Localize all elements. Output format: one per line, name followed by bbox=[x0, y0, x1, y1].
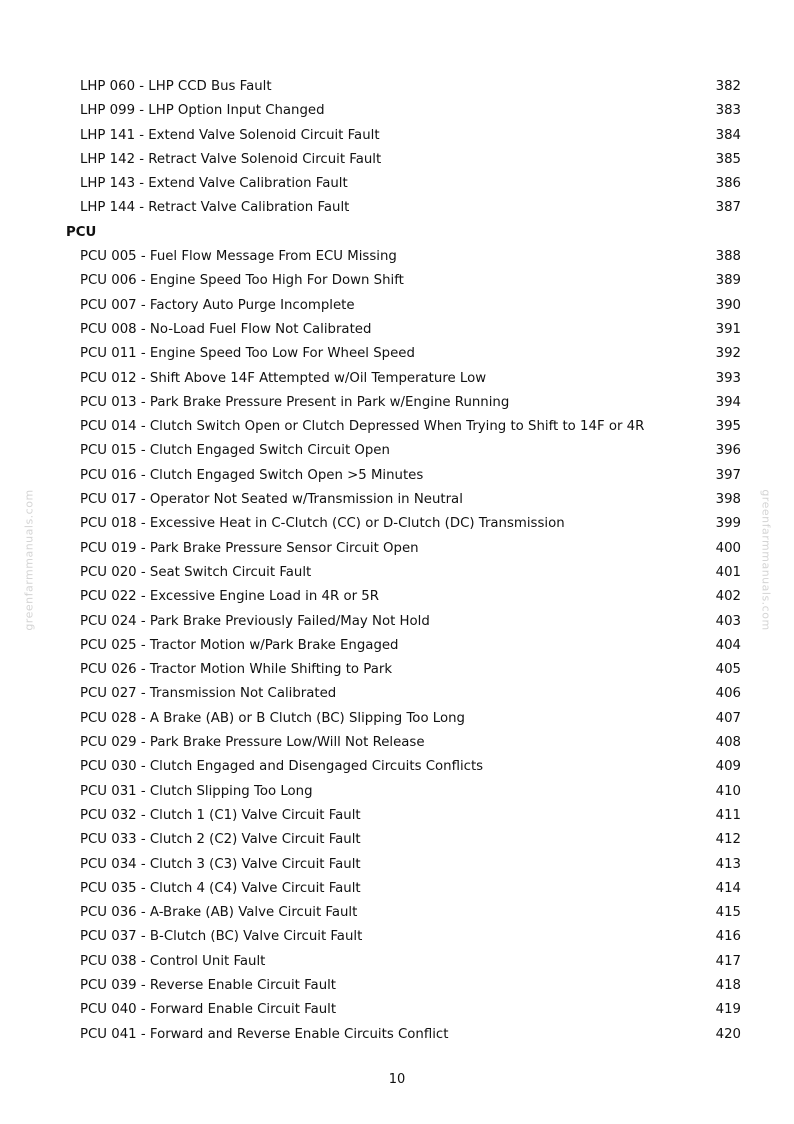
toc-entry bbox=[0, 998, 794, 1022]
toc-entry bbox=[0, 245, 794, 269]
toc-entry bbox=[0, 682, 794, 706]
entry-page-number: 391 bbox=[715, 321, 741, 337]
entry-page-number: 389 bbox=[715, 273, 741, 289]
entry-title: LHP 142 - Retract Valve Solenoid Circuit Fault bbox=[80, 151, 382, 167]
toc-entry bbox=[0, 318, 794, 342]
entry-page-number: 394 bbox=[715, 394, 741, 410]
entry-page-number: 401 bbox=[715, 564, 741, 580]
entry-page-number: 408 bbox=[715, 735, 741, 751]
entry-title: PCU 006 - Engine Speed Too High For Down Shift bbox=[80, 273, 404, 289]
entry-page-number: 396 bbox=[715, 443, 741, 459]
entry-page-number: 407 bbox=[715, 710, 741, 726]
entry-title: PCU 038 - Control Unit Fault bbox=[80, 953, 266, 969]
table-of-contents bbox=[0, 75, 794, 1047]
entry-page-number: 412 bbox=[715, 832, 741, 848]
entry-title: PCU 041 - Forward and Reverse Enable Circuits Conflict bbox=[80, 1026, 449, 1042]
toc-entry bbox=[0, 731, 794, 755]
toc-entry bbox=[0, 172, 794, 196]
entry-title: PCU 017 - Operator Not Seated w/Transmission in Neutral bbox=[80, 492, 463, 508]
toc-entry bbox=[0, 75, 794, 99]
entry-title: PCU 015 - Clutch Engaged Switch Circuit Open bbox=[80, 443, 390, 459]
entry-page-number: 403 bbox=[715, 613, 741, 629]
entry-title: PCU 040 - Forward Enable Circuit Fault bbox=[80, 1002, 337, 1018]
entry-page-number: 416 bbox=[715, 929, 741, 945]
entry-page-number: 392 bbox=[715, 346, 741, 362]
toc-entry bbox=[0, 294, 794, 318]
entry-title: PCU 008 - No-Load Fuel Flow Not Calibrated bbox=[80, 321, 372, 337]
entry-page-number: 419 bbox=[715, 1002, 741, 1018]
toc-entry bbox=[0, 342, 794, 366]
entry-title: PCU 028 - A Brake (AB) or B Clutch (BC) Slipping Too Long bbox=[80, 710, 465, 726]
entry-title: PCU 013 - Park Brake Pressure Present in Park w/Engine Running bbox=[80, 394, 510, 410]
entry-page-number: 404 bbox=[715, 637, 741, 653]
toc-entry bbox=[0, 464, 794, 488]
entry-page-number: 383 bbox=[715, 103, 741, 119]
entry-page-number: 385 bbox=[715, 151, 741, 167]
entry-title: PCU 037 - B-Clutch (BC) Valve Circuit Fault bbox=[80, 929, 363, 945]
entry-title: LHP 144 - Retract Valve Calibration Fault bbox=[80, 200, 350, 216]
entry-title: PCU 007 - Factory Auto Purge Incomplete bbox=[80, 297, 355, 313]
entry-title: PCU 029 - Park Brake Pressure Low/Will Not Release bbox=[80, 735, 425, 751]
page-number: 10 bbox=[388, 1072, 406, 1087]
entry-page-number: 386 bbox=[715, 176, 741, 192]
toc-entry bbox=[0, 950, 794, 974]
entry-title: PCU 039 - Reverse Enable Circuit Fault bbox=[80, 977, 337, 993]
entry-page-number: 387 bbox=[715, 200, 741, 216]
entry-page-number: 420 bbox=[715, 1026, 741, 1042]
entry-title: PCU 034 - Clutch 3 (C3) Valve Circuit Fault bbox=[80, 856, 361, 872]
entry-title: PCU 030 - Clutch Engaged and Disengaged Circuits Conflicts bbox=[80, 759, 484, 775]
entry-title: PCU 019 - Park Brake Pressure Sensor Circuit Open bbox=[80, 540, 419, 556]
watermark-right: greenfarmmanuals.com bbox=[759, 489, 773, 631]
toc-entry bbox=[0, 367, 794, 391]
entry-title: PCU 033 - Clutch 2 (C2) Valve Circuit Fault bbox=[80, 832, 361, 848]
entry-title: LHP 143 - Extend Valve Calibration Fault bbox=[80, 176, 348, 192]
toc-entry bbox=[0, 1023, 794, 1047]
entry-page-number: 413 bbox=[715, 856, 741, 872]
entry-title: PCU 035 - Clutch 4 (C4) Valve Circuit Fault bbox=[80, 880, 361, 896]
toc-entry bbox=[0, 488, 794, 512]
toc-entry bbox=[0, 755, 794, 779]
section-title: PCU bbox=[66, 224, 97, 240]
entry-title: LHP 141 - Extend Valve Solenoid Circuit Fault bbox=[80, 127, 380, 143]
toc-entry bbox=[0, 634, 794, 658]
entry-title: LHP 099 - LHP Option Input Changed bbox=[80, 103, 325, 119]
entry-title: LHP 060 - LHP CCD Bus Fault bbox=[80, 79, 272, 94]
entry-page-number: 410 bbox=[715, 783, 741, 799]
entry-page-number: 414 bbox=[715, 880, 741, 896]
toc-entry bbox=[0, 658, 794, 682]
entry-page-number: 399 bbox=[715, 516, 741, 532]
toc-entry bbox=[0, 877, 794, 901]
entry-title: PCU 012 - Shift Above 14F Attempted w/Oil Temperature Low bbox=[80, 370, 487, 386]
entry-page-number: 384 bbox=[715, 127, 741, 143]
watermark-left: greenfarmmanuals.com bbox=[22, 489, 36, 631]
entry-page-number: 393 bbox=[715, 370, 741, 386]
entry-title: PCU 020 - Seat Switch Circuit Fault bbox=[80, 564, 312, 580]
toc-section-heading bbox=[0, 221, 794, 245]
entry-page-number: 405 bbox=[715, 662, 741, 678]
entry-page-number: 411 bbox=[715, 807, 741, 823]
entry-title: PCU 018 - Excessive Heat in C-Clutch (CC) or D-Clutch (DC) Transmission bbox=[80, 516, 565, 532]
toc-entry bbox=[0, 901, 794, 925]
entry-page-number: 397 bbox=[715, 467, 741, 483]
toc-entry bbox=[0, 99, 794, 123]
entry-title: PCU 025 - Tractor Motion w/Park Brake Engaged bbox=[80, 637, 399, 653]
toc-entry bbox=[0, 391, 794, 415]
entry-page-number: 409 bbox=[715, 759, 741, 775]
entry-title: PCU 026 - Tractor Motion While Shifting to Park bbox=[80, 662, 393, 678]
toc-entry bbox=[0, 974, 794, 998]
entry-page-number: 402 bbox=[715, 589, 741, 605]
toc-entry bbox=[0, 196, 794, 220]
entry-page-number: 395 bbox=[715, 419, 741, 435]
toc-entry bbox=[0, 610, 794, 634]
toc-entry bbox=[0, 828, 794, 852]
entry-page-number: 417 bbox=[715, 953, 741, 969]
entry-page-number: 398 bbox=[715, 492, 741, 508]
entry-title: PCU 022 - Excessive Engine Load in 4R or 5R bbox=[80, 589, 379, 605]
entry-title: PCU 032 - Clutch 1 (C1) Valve Circuit Fault bbox=[80, 807, 361, 823]
toc-entry bbox=[0, 439, 794, 463]
entry-page-number: 415 bbox=[715, 905, 741, 921]
toc-entry bbox=[0, 148, 794, 172]
toc-entry bbox=[0, 780, 794, 804]
entry-title: PCU 016 - Clutch Engaged Switch Open >5 Minutes bbox=[80, 467, 424, 483]
toc-entry bbox=[0, 269, 794, 293]
entry-page-number: 390 bbox=[715, 297, 741, 313]
entry-title: PCU 011 - Engine Speed Too Low For Wheel Speed bbox=[80, 346, 415, 362]
entry-title: PCU 031 - Clutch Slipping Too Long bbox=[80, 783, 313, 799]
toc-entry bbox=[0, 925, 794, 949]
entry-title: PCU 005 - Fuel Flow Message From ECU Missing bbox=[80, 249, 397, 265]
toc-entry bbox=[0, 853, 794, 877]
toc-entry bbox=[0, 561, 794, 585]
entry-title: PCU 024 - Park Brake Previously Failed/May Not Hold bbox=[80, 613, 430, 629]
entry-page-number: 400 bbox=[715, 540, 741, 556]
toc-entry bbox=[0, 124, 794, 148]
toc-entry bbox=[0, 707, 794, 731]
entry-title: PCU 036 - A-Brake (AB) Valve Circuit Fault bbox=[80, 905, 358, 921]
toc-entry bbox=[0, 585, 794, 609]
entry-page-number: 388 bbox=[715, 249, 741, 265]
entry-title: PCU 027 - Transmission Not Calibrated bbox=[80, 686, 337, 702]
entry-page-number: 418 bbox=[715, 977, 741, 993]
entry-page-number: 382 bbox=[715, 79, 741, 94]
entry-page-number: 406 bbox=[715, 686, 741, 702]
toc-entry bbox=[0, 415, 794, 439]
toc-entry bbox=[0, 512, 794, 536]
toc-entry bbox=[0, 537, 794, 561]
toc-entry bbox=[0, 804, 794, 828]
entry-title: PCU 014 - Clutch Switch Open or Clutch Depressed When Trying to Shift to 14F or 4R bbox=[80, 419, 645, 435]
